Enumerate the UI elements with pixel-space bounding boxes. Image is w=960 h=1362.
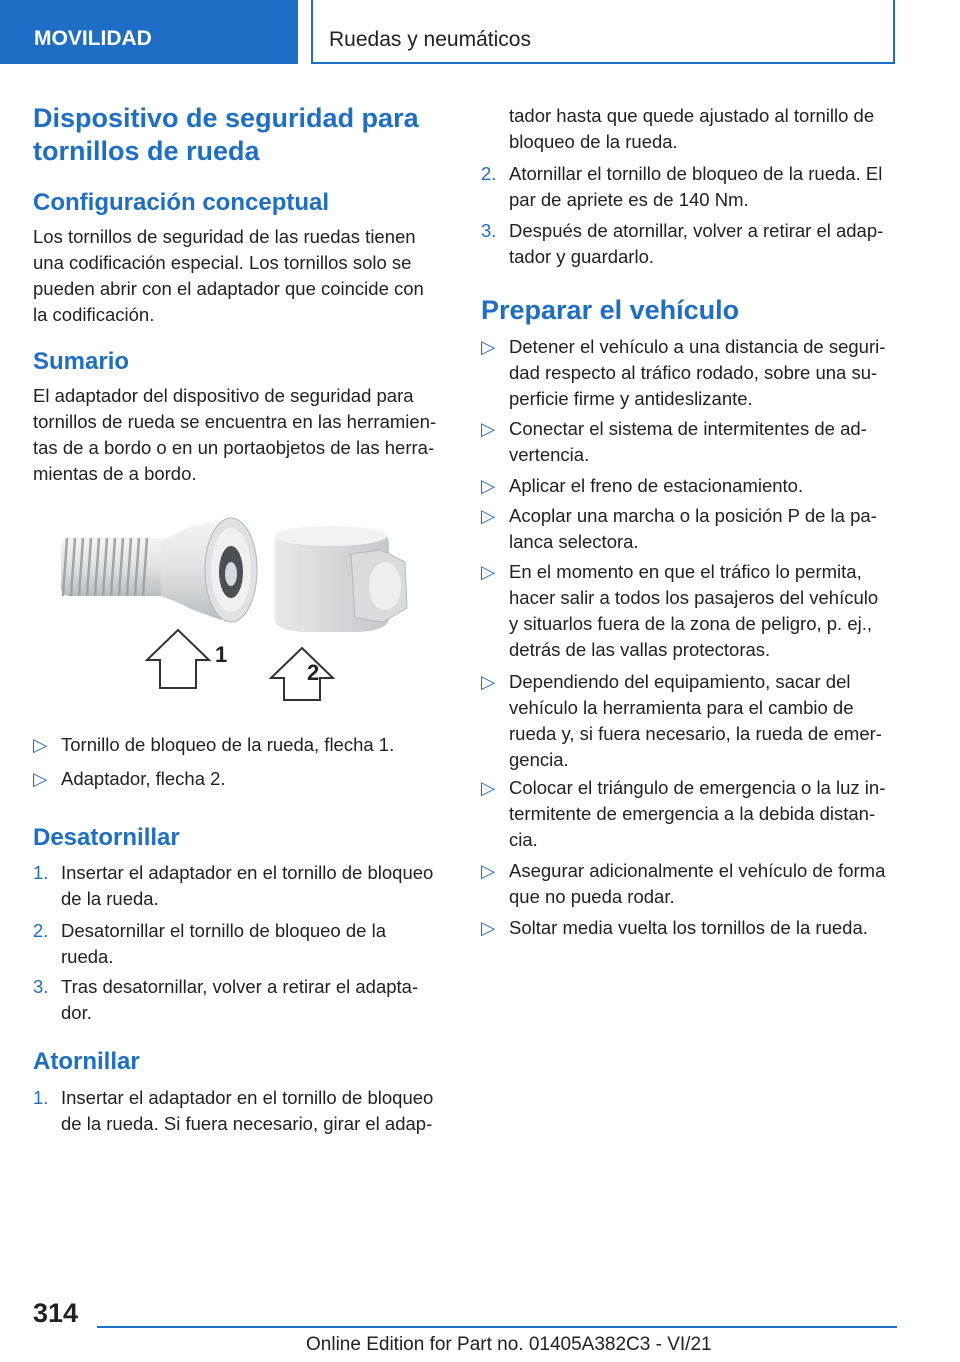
list-item-text (509, 669, 899, 773)
text-line: vehículo la herramienta para el cambio de (509, 697, 854, 718)
bullet-triangle-icon: ▷ (481, 917, 496, 938)
bullet-triangle-icon: ▷ (481, 561, 496, 582)
text-line: Los tornillos de seguridad de las ruedas tienen (33, 226, 416, 247)
text-line: Después de atornillar, volver a retirar el adap‐ (509, 220, 884, 241)
text-line: Detener el vehículo a una distancia de seguri‐ (509, 336, 886, 357)
text-line: rueda y, si fuera necesario, la rueda de emer‐ (509, 723, 882, 744)
bullet-triangle-icon: ▷ (481, 671, 496, 692)
text-line: Insertar el adaptador en el tornillo de bloqueo (61, 862, 434, 883)
list-item-text: Adaptador, flecha 2. (61, 768, 226, 789)
text-line: El adaptador del dispositivo de seguridad para (33, 385, 414, 406)
text-line: Aplicar el freno de estacionamiento. (509, 475, 804, 496)
step-text (509, 103, 899, 155)
page-title: Dispositivo de seguridad para tornillos de rueda (33, 103, 419, 166)
text-line: cia. (509, 829, 538, 850)
step-number: 2. (481, 163, 497, 184)
text-line: Desatornillar el tornillo de bloqueo de la (61, 920, 386, 941)
text-line: termitente de emergencia a la debida distan‐ (509, 803, 876, 824)
text-line: dad respecto al tráfico rodado, sobre una su‐ (509, 362, 878, 383)
list-item-text (509, 559, 899, 663)
text-line: rueda. (61, 946, 114, 967)
list-item-text (509, 503, 899, 555)
text-line: Dependiendo del equipamiento, sacar del (509, 671, 851, 692)
bolt-adapter-illustration (33, 500, 453, 710)
text-line: Atornillar el tornillo de bloqueo de la rueda. El (509, 163, 883, 184)
list-item-text (509, 416, 899, 468)
list-item-text (509, 915, 899, 941)
bullet-triangle-icon: ▷ (481, 336, 496, 357)
bullet-triangle-icon: ▷ (33, 768, 48, 789)
text-line: Conectar el sistema de intermitentes de ad‐ (509, 418, 867, 439)
text-line: Soltar media vuelta los tornillos de la rueda. (509, 917, 868, 938)
text-line: tador y guardarlo. (509, 246, 655, 267)
text-line: de la rueda. Si fuera necesario, girar el adap‐ (61, 1113, 433, 1134)
page-number: 314 (33, 1298, 79, 1328)
bullet-triangle-icon: ▷ (481, 860, 496, 881)
heading-unscrew: Desatornillar (33, 824, 180, 851)
figure-label-1: 1 (215, 642, 228, 667)
text-line: par de apriete es de 140 Nm. (509, 189, 749, 210)
text-line: la codificación. (33, 304, 155, 325)
footer-divider (97, 1326, 897, 1328)
header-chapter-title: Ruedas y neumáticos (311, 0, 895, 64)
arrow-2 (271, 648, 333, 700)
illustration-svg (33, 500, 453, 710)
text-line: perficie firme y antideslizante. (509, 388, 753, 409)
text-line: tornillos de rueda se encuentra en las herramien‐ (33, 411, 437, 432)
heading-concept: Configuración conceptual (33, 189, 330, 216)
header-section-tab: MOVILIDAD (0, 0, 298, 64)
list-item-text (509, 334, 899, 412)
text-line: tas de a bordo o en un portaobjetos de las herra‐ (33, 437, 435, 458)
step-number: 3. (33, 976, 49, 997)
text-line: dor. (61, 1002, 92, 1023)
step-text (61, 1085, 451, 1137)
text-line: de la rueda. (61, 888, 159, 909)
step-number: 1. (33, 1087, 49, 1108)
bullet-triangle-icon: ▷ (481, 418, 496, 439)
list-item-text (509, 858, 899, 910)
list-item-text (509, 775, 899, 853)
bullet-triangle-icon: ▷ (33, 734, 48, 755)
text-line: que no pueda rodar. (509, 886, 675, 907)
text-line: tador hasta que quede ajustado al tornillo de (509, 105, 875, 126)
bolt-head (161, 518, 257, 622)
step-text (509, 218, 899, 270)
text-line: una codificación especial. Los tornillos solo se (33, 252, 412, 273)
step-number: 2. (33, 920, 49, 941)
text-line: y situarlos fuera de la zona de peligro, p. ej., (509, 613, 873, 634)
text-line: Asegurar adicionalmente el vehículo de forma (509, 860, 886, 881)
text-line: lanca selectora. (509, 531, 639, 552)
text-line: mientas de a bordo. (33, 463, 197, 484)
text-line: bloqueo de la rueda. (509, 131, 678, 152)
bolt-thread (61, 538, 171, 596)
text-line: hacer salir a todos los pasajeros del vehículo (509, 587, 879, 608)
text-line: pueden abrir con el adaptador que coincide con (33, 278, 424, 299)
adapter (275, 526, 407, 632)
summary-paragraph (33, 383, 449, 487)
concept-paragraph (33, 224, 449, 328)
arrow-1 (147, 630, 209, 698)
text-line: detrás de las vallas protectoras. (509, 639, 771, 660)
text-line: vertencia. (509, 444, 590, 465)
step-text (509, 161, 899, 213)
bullet-triangle-icon: ▷ (481, 475, 496, 496)
text-line: gencia. (509, 749, 569, 770)
list-item-text: Tornillo de bloqueo de la rueda, flecha 1. (61, 734, 395, 755)
step-text (61, 974, 451, 1026)
list-item-text (509, 473, 899, 499)
heading-prepare: Preparar el vehículo (481, 295, 740, 325)
heading-screw: Atornillar (33, 1048, 140, 1075)
figure-label-2: 2 (307, 660, 320, 685)
step-number: 3. (481, 220, 497, 241)
step-text (61, 918, 451, 970)
text-line: Colocar el triángulo de emergencia o la luz in‐ (509, 777, 886, 798)
step-number: 1. (33, 862, 49, 883)
bullet-triangle-icon: ▷ (481, 505, 496, 526)
footer-edition: Online Edition for Part no. 01405A382C3 - VI/21 (306, 1334, 712, 1355)
text-line: Acoplar una marcha o la posición P de la pa‐ (509, 505, 877, 526)
bullet-triangle-icon: ▷ (481, 777, 496, 798)
text-line: Tras desatornillar, volver a retirar el adapta‐ (61, 976, 419, 997)
step-text (61, 860, 451, 912)
heading-summary: Sumario (33, 348, 130, 375)
text-line: Insertar el adaptador en el tornillo de bloqueo (61, 1087, 434, 1108)
text-line: En el momento en que el tráfico lo permita, (509, 561, 862, 582)
